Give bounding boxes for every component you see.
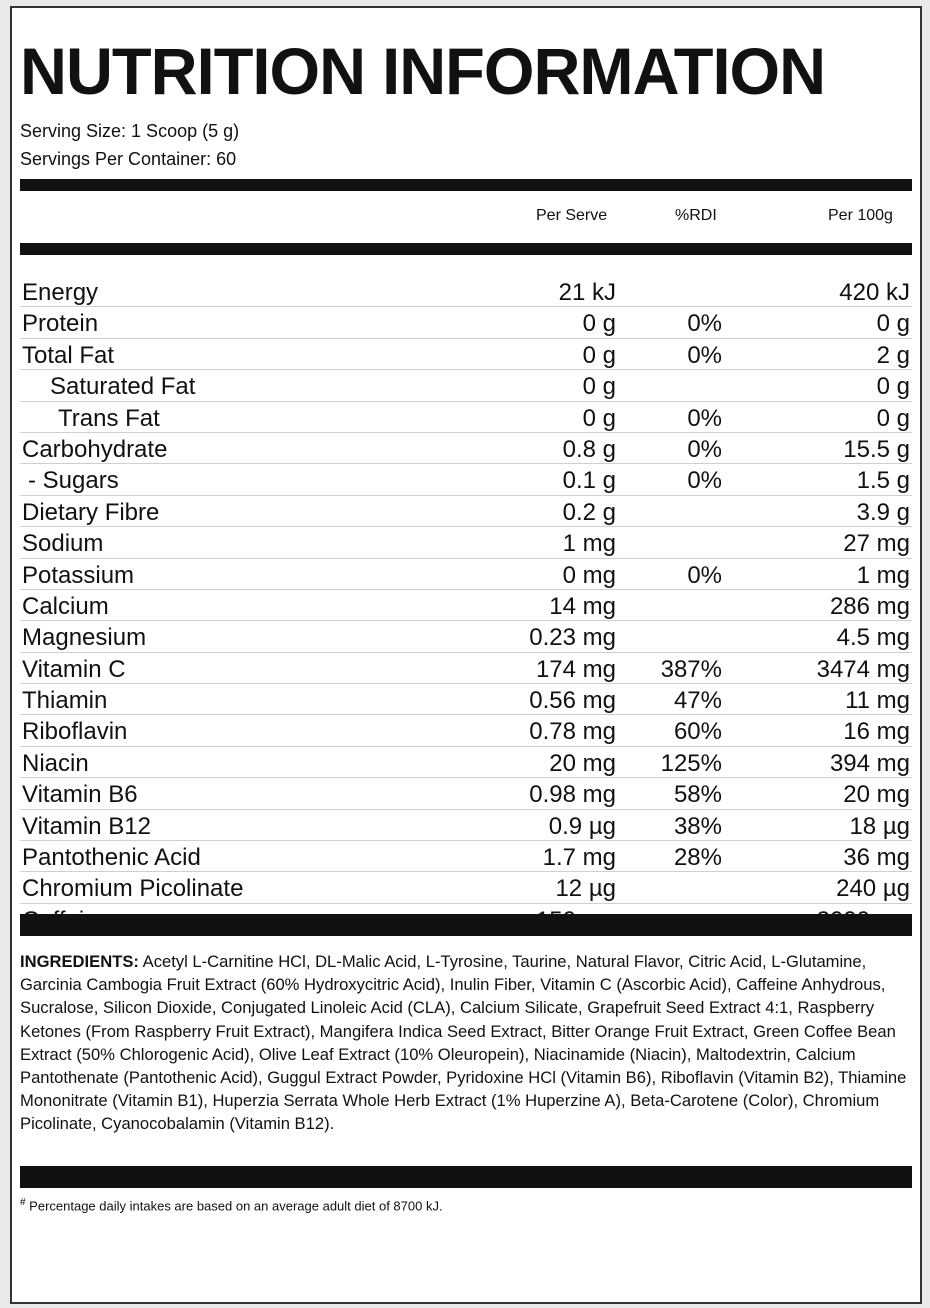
footnote-symbol: #	[20, 1197, 26, 1208]
servings-per-container: Servings Per Container: 60	[20, 149, 237, 169]
rdi-value: 0%	[687, 435, 722, 463]
per-100g-value: 3474 mg	[816, 655, 910, 683]
per-serve-value: 0.9 µg	[548, 812, 616, 840]
nutrient-name: Protein	[22, 310, 99, 338]
nutrient-name: Niacin	[22, 749, 89, 777]
rdi-value: 0%	[687, 561, 722, 589]
per-serve-value: 0 g	[582, 404, 616, 432]
table-row	[20, 559, 912, 590]
table-row	[20, 307, 912, 338]
column-header-per-serve: Per Serve	[536, 207, 608, 224]
per-serve-value: 0.1 g	[562, 467, 616, 495]
table-row	[20, 747, 912, 778]
nutrient-name: Calcium	[22, 592, 109, 620]
per-100g-value: 36 mg	[843, 844, 910, 872]
nutrition-table	[20, 276, 912, 934]
rdi-value: 387%	[660, 655, 722, 683]
nutrient-name: Vitamin C	[22, 655, 126, 683]
per-100g-value: 27 mg	[843, 530, 910, 558]
per-serve-value: 0.98 mg	[529, 781, 616, 809]
per-100g-value: 20 mg	[843, 781, 910, 809]
per-serve-value: 0.2 g	[562, 498, 616, 526]
per-100g-value: 394 mg	[829, 749, 910, 777]
nutrient-name: Thiamin	[22, 687, 108, 715]
table-row	[20, 590, 912, 621]
nutrient-name: Carbohydrate	[22, 435, 168, 463]
rdi-value: 0%	[687, 310, 722, 338]
footnote-text: Percentage daily intakes are based on an average adult diet of 8700 kJ.	[25, 1198, 443, 1214]
ingredients-text: Acetyl L-Carnitine HCl, DL-Malic Acid, L-Tyrosine, Taurine, Natural Flavor, Citric Acid, L-Glutamine, Garcinia Cambogia Fruit Extract (60% Hydroxycitric Acid), Inulin Fiber, Vitamin C (Ascorbic Acid), Caffeine Anhydrous, Sucralose, Silicon Dioxide, Conjugated Linoleic Acid (CLA), Calcium Silicate, Grapefruit Seed Extract 4:1, Raspberry Ketones (From Raspberry Fruit Extract), Mangifera Indica Seed Extract, Bitter Orange Fruit Extract, Green Coffee Bean Extract (50% Chlorogenic Acid), Olive Leaf Extract (10% Oleuropein), Niacinamide (Niacin), Maltodextrin, Calcium Pantothenate (Pantothenic Acid), Guggul Extract Powder, Pyridoxine HCl (Vitamin B6), Riboflavin (Vitamin B2), Thiamine Mononitrate (Vitamin B1), Huperzia Serrata Whole Herb Extract (1% Huperzine A), Beta-Carotene (Color), Chromium Picolinate, Cyanocobalamin (Vitamin B12).	[20, 952, 907, 1134]
per-100g-value: 0 g	[876, 404, 910, 432]
divider-bar	[20, 1166, 912, 1188]
per-100g-value: 0 g	[876, 373, 910, 401]
footnote	[20, 1194, 443, 1215]
per-serve-value: 0 g	[582, 373, 616, 401]
per-serve-value: 0 g	[582, 310, 616, 338]
table-row	[20, 402, 912, 433]
nutrient-name: Energy	[22, 279, 99, 306]
table-row	[20, 496, 912, 527]
table-row	[20, 527, 912, 558]
table-row	[20, 841, 912, 872]
table-row	[20, 433, 912, 464]
rdi-value: 60%	[673, 718, 722, 746]
table-row	[20, 276, 912, 307]
rdi-value: 47%	[673, 687, 722, 715]
ingredients-block	[20, 950, 912, 1136]
nutrient-name: Saturated Fat	[50, 373, 196, 401]
per-serve-value: 0.78 mg	[529, 718, 616, 746]
per-serve-value: 12 µg	[555, 875, 616, 903]
table-row	[20, 653, 912, 684]
nutrient-name: Chromium Picolinate	[22, 875, 244, 903]
per-100g-value: 2 g	[876, 341, 910, 369]
per-100g-value: 0 g	[876, 310, 910, 338]
per-serve-value: 0 mg	[562, 561, 616, 589]
per-serve-value: 0.23 mg	[529, 624, 616, 652]
per-serve-value: 21 kJ	[558, 279, 616, 306]
nutrient-name: Dietary Fibre	[22, 498, 160, 526]
table-row	[20, 810, 912, 841]
per-100g-value: 15.5 g	[843, 435, 910, 463]
table-row	[20, 370, 912, 401]
nutrient-name: Total Fat	[22, 341, 115, 369]
table-row	[20, 872, 912, 903]
rdi-value: 38%	[673, 812, 722, 840]
nutrient-name: Trans Fat	[58, 404, 160, 432]
table-row	[20, 778, 912, 809]
rdi-value: 0%	[687, 341, 722, 369]
per-serve-value: 20 mg	[549, 749, 616, 777]
per-100g-value: 420 kJ	[839, 279, 910, 306]
per-100g-value: 240 µg	[836, 875, 910, 903]
per-serve-value: 0.8 g	[562, 435, 616, 463]
per-serve-value: 1 mg	[562, 530, 616, 558]
nutrient-name: Magnesium	[22, 624, 147, 652]
divider-bar	[20, 179, 912, 191]
per-100g-value: 11 mg	[845, 687, 910, 715]
table-row	[20, 715, 912, 746]
nutrient-name: Sodium	[22, 530, 104, 558]
ingredients-label: INGREDIENTS:	[20, 952, 139, 971]
rdi-value: 28%	[673, 844, 722, 872]
divider-bar	[20, 243, 912, 255]
per-100g-value: 286 mg	[829, 592, 910, 620]
nutrient-name: Riboflavin	[22, 718, 128, 746]
table-row	[20, 464, 912, 495]
rdi-value: 58%	[673, 781, 722, 809]
per-100g-value: 1.5 g	[856, 467, 910, 495]
rdi-value: 0%	[687, 404, 722, 432]
nutrient-name: Vitamin B6	[22, 781, 138, 809]
per-serve-value: 0 g	[582, 341, 616, 369]
per-100g-value: 1 mg	[856, 561, 910, 589]
nutrient-name: Pantothenic Acid	[22, 844, 201, 872]
per-100g-value: 4.5 mg	[836, 624, 910, 652]
serving-size: Serving Size: 1 Scoop (5 g)	[20, 121, 240, 141]
table-row	[20, 621, 912, 652]
table-row	[20, 684, 912, 715]
per-serve-value: 14 mg	[549, 592, 616, 620]
per-100g-value: 16 mg	[843, 718, 910, 746]
per-100g-value: 18 µg	[849, 812, 910, 840]
column-header-per-100g: Per 100g	[828, 207, 893, 224]
per-serve-value: 0.56 mg	[529, 687, 616, 715]
column-header-rdi: %RDI	[675, 207, 717, 224]
table-row	[20, 339, 912, 370]
per-100g-value: 3.9 g	[856, 498, 910, 526]
rdi-value: 125%	[660, 749, 722, 777]
nutrient-name: Vitamin B12	[22, 812, 151, 840]
nutrient-name: - Sugars	[28, 467, 119, 495]
page-title: NUTRITION INFORMATION	[20, 34, 826, 108]
per-serve-value: 174 mg	[535, 655, 616, 683]
rdi-value: 0%	[687, 467, 722, 495]
per-serve-value: 1.7 mg	[542, 844, 616, 872]
nutrition-panel	[10, 6, 922, 1304]
nutrient-name: Potassium	[22, 561, 135, 589]
divider-bar	[20, 914, 912, 936]
